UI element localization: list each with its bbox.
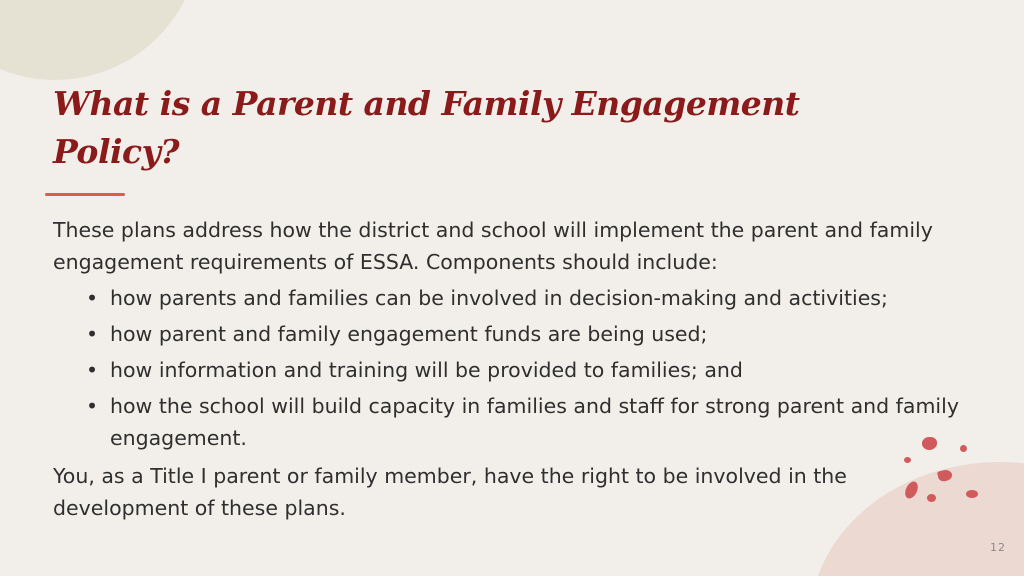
bullet-icon: • [86, 286, 99, 310]
decorative-blob-top [0, 0, 200, 80]
slide-body [53, 214, 993, 524]
list-item [86, 354, 993, 386]
intro-paragraph: These plans address how the district and school will implement the parent and family engagement requirements of ESSA. Components should include: [53, 218, 933, 274]
title-accent-line [45, 193, 125, 196]
decorative-dot [927, 494, 936, 502]
decorative-dot [966, 490, 978, 498]
slide-title: What is a Parent and Family Engagement Policy? [53, 84, 800, 171]
list-item-text: how parents and families can be involved in decision-making and activities; [110, 286, 888, 310]
bullet-icon: • [86, 322, 99, 346]
list-item [86, 390, 993, 454]
components-list [53, 282, 993, 454]
closing-paragraph: You, as a Title I parent or family member, have the right to be involved in the development of these plans. [53, 464, 847, 520]
list-item [86, 282, 993, 314]
decorative-dot [904, 457, 911, 463]
page-number: 12 [990, 541, 1006, 554]
bullet-icon: • [86, 358, 99, 382]
decorative-dot [960, 445, 967, 452]
list-item-text: how parent and family engagement funds are being used; [110, 322, 708, 346]
list-item-text: how the school will build capacity in families and staff for strong parent and family engagement. [110, 394, 959, 450]
list-item-text: how information and training will be provided to families; and [110, 358, 743, 382]
bullet-icon: • [86, 394, 99, 418]
list-item [86, 318, 993, 350]
